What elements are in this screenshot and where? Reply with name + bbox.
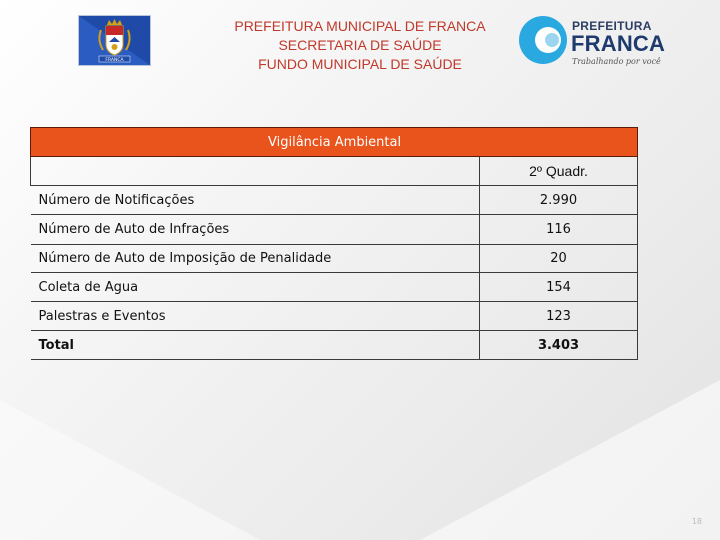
row-value: 20 (480, 245, 638, 273)
header-line-2: SECRETARIA DE SAÚDE (278, 37, 442, 53)
table-row (31, 302, 638, 331)
city-crest-logo (78, 15, 151, 66)
row-value: 2.990 (480, 186, 638, 215)
table-header-row (31, 157, 638, 186)
brand-slogan: Trabalhando por você (572, 57, 661, 66)
row-label: Palestras e Eventos (31, 302, 480, 331)
row-label: Número de Auto de Infrações (31, 215, 480, 245)
header-line-3: FUNDO MUNICIPAL DE SAÚDE (258, 56, 462, 72)
institution-header (200, 17, 520, 74)
background-facet (0, 400, 260, 540)
brand-kicker: PREFEITURA (572, 19, 652, 33)
table-row (31, 186, 638, 215)
background-facet (420, 380, 720, 540)
vigilancia-ambiental-table (30, 127, 638, 360)
table-title: Vigilância Ambiental (30, 127, 638, 157)
total-label: Total (31, 331, 480, 360)
table-row (31, 273, 638, 302)
data-table (30, 157, 638, 360)
column-header: 2º Quadr. (480, 157, 638, 186)
row-value: 116 (480, 215, 638, 245)
row-label: Número de Auto de Imposição de Penalidade (31, 245, 480, 273)
prefeitura-franca-logo (518, 14, 668, 66)
row-value: 154 (480, 273, 638, 302)
table-row (31, 215, 638, 245)
brand-name: FRANCA (571, 31, 666, 56)
row-value: 123 (480, 302, 638, 331)
table-row (31, 245, 638, 273)
crest-label: FRANCA (105, 58, 124, 63)
header-line-1: PREFEITURA MUNICIPAL DE FRANCA (234, 18, 486, 34)
row-label: Coleta de Agua (31, 273, 480, 302)
slide-number: 18 (691, 517, 702, 526)
header-empty-cell (31, 157, 480, 186)
franca-brand-icon (518, 14, 568, 66)
row-label: Número de Notificações (31, 186, 480, 215)
table-total-row (31, 331, 638, 360)
total-value: 3.403 (480, 331, 638, 360)
